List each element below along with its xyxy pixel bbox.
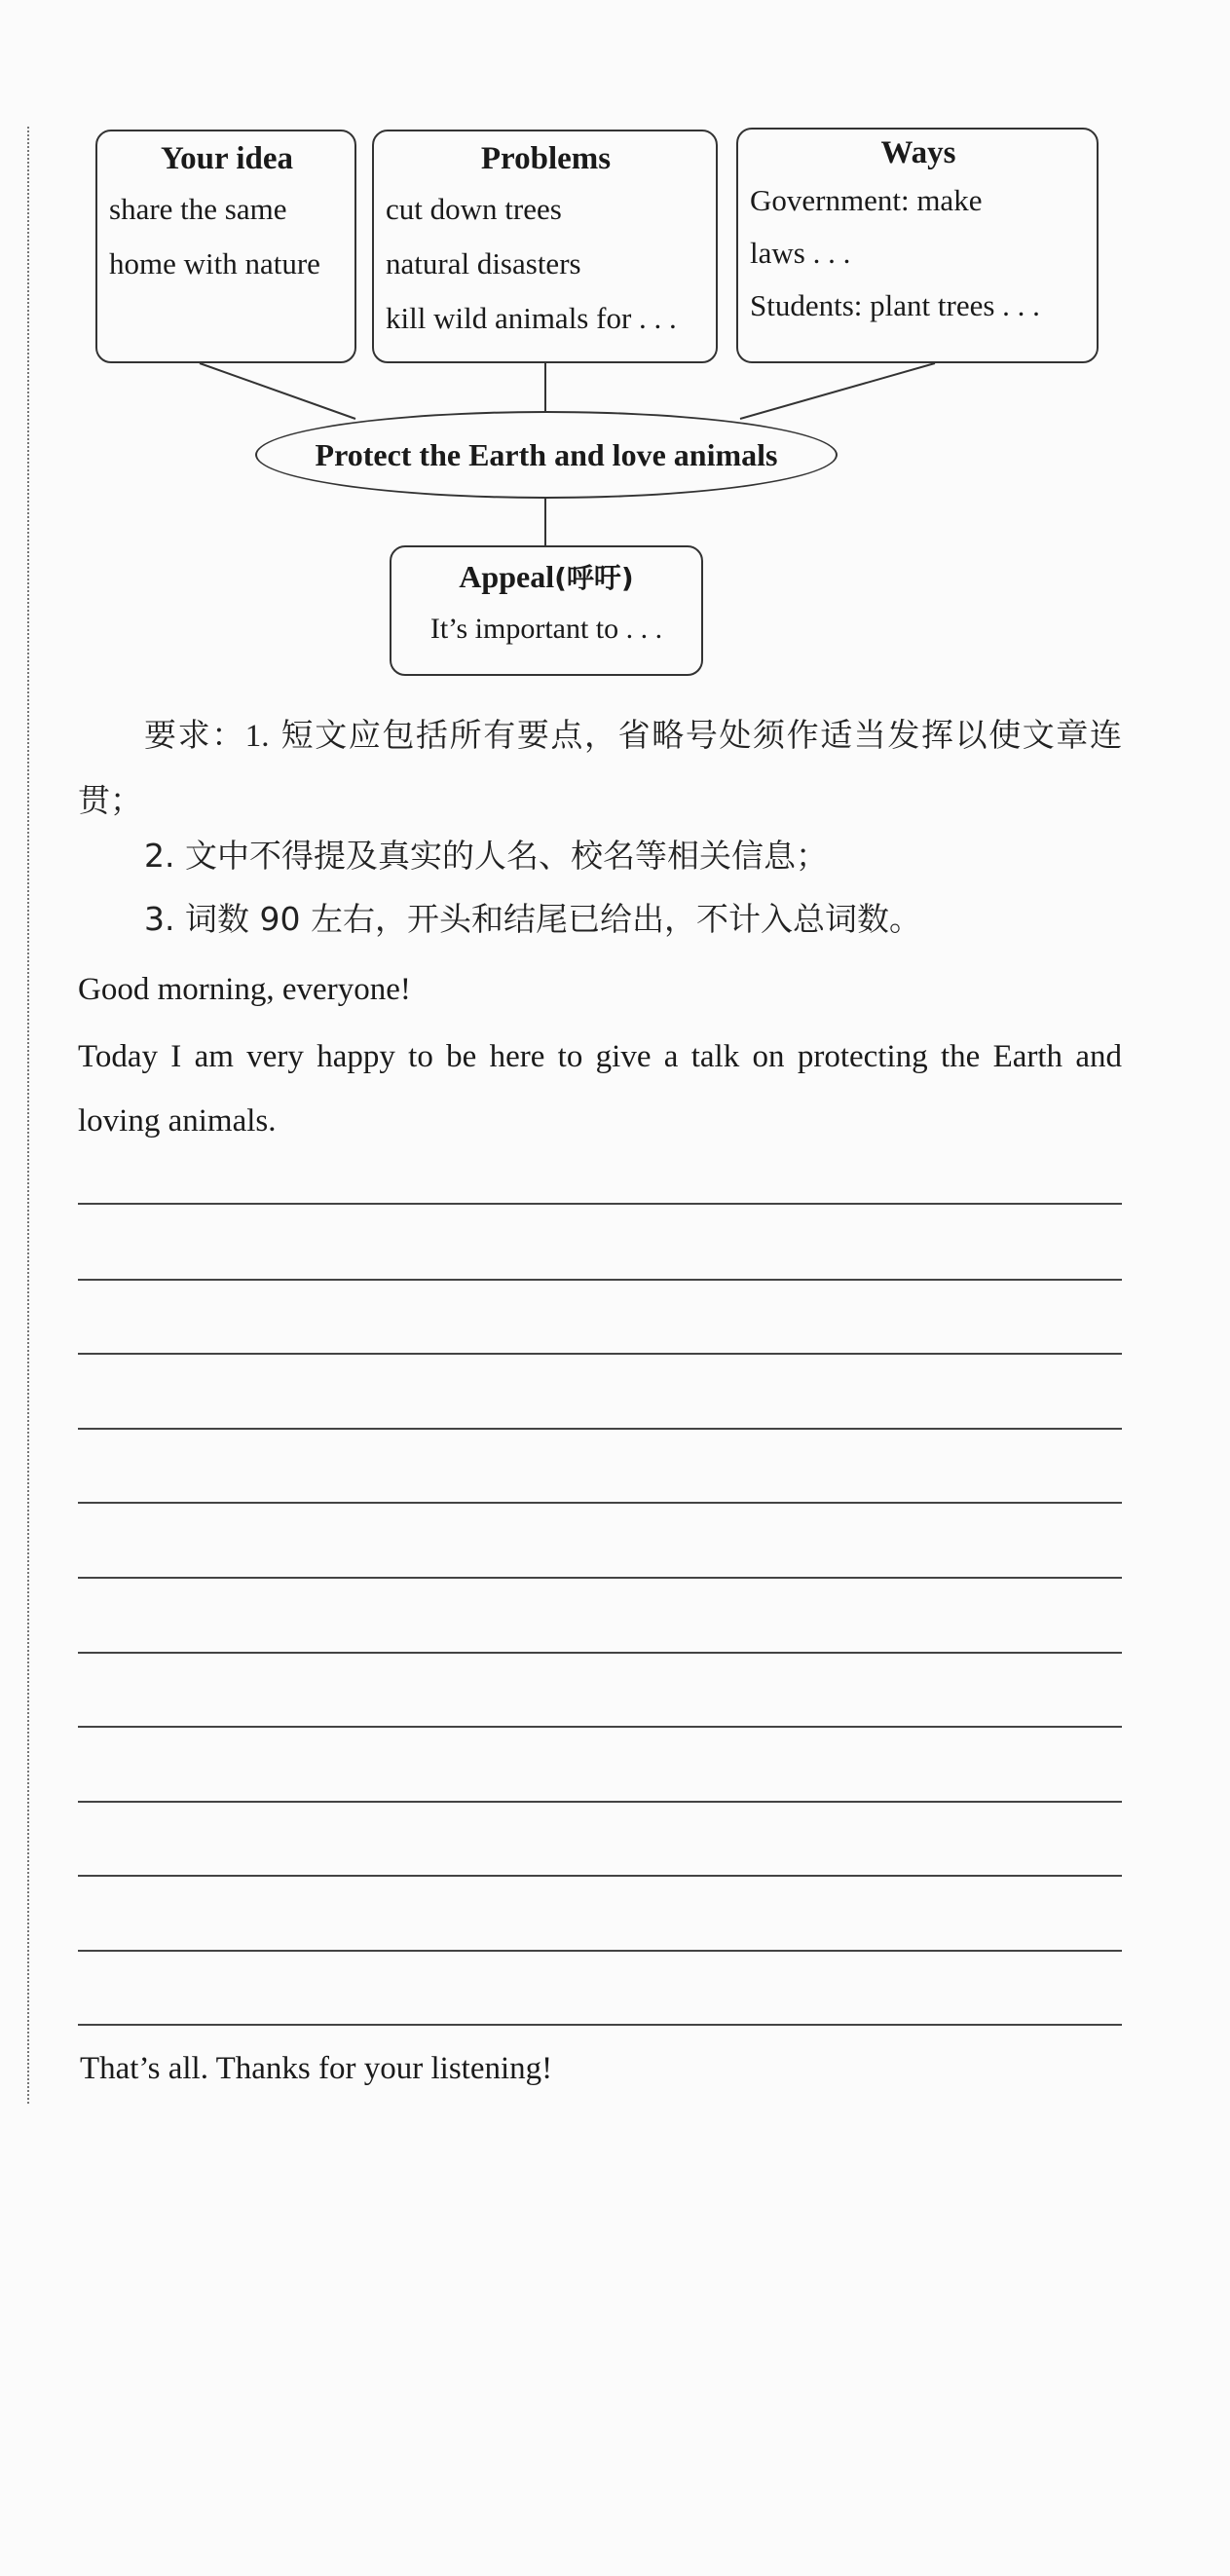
appeal-line: It’s important to . . . [429, 613, 663, 645]
ways-box [736, 128, 1099, 363]
problems-line: kill wild animals for . . . [386, 301, 677, 335]
appeal-box [390, 545, 703, 676]
writing-line[interactable] [78, 1428, 1122, 1430]
problems-line: cut down trees [386, 192, 562, 226]
center-topic-oval [255, 411, 838, 499]
requirement-1-text: 短文应包括所有要点，省略号处须作适当发挥以使文章连贯； [78, 716, 1122, 819]
requirement-1 [78, 703, 1122, 833]
requirement-2: 2. 文中不得提及真实的人名、校名等相关信息； [144, 837, 828, 875]
essay-intro: Today I am very happy to be here to give a talk on protecting the Earth and loving animals. [78, 1039, 1122, 1139]
writing-line[interactable] [78, 1279, 1122, 1281]
ways-title: Ways [880, 135, 956, 170]
writing-line[interactable] [78, 1502, 1122, 1504]
appeal-title [401, 553, 691, 602]
writing-line[interactable] [78, 1652, 1122, 1654]
problems-line: natural disasters [386, 246, 581, 280]
writing-line[interactable] [78, 1203, 1122, 1205]
essay-closing: That’s all. Thanks for your listening! [80, 2051, 553, 2086]
requirement-label: 要求： [144, 716, 245, 754]
your-idea-box [95, 130, 356, 363]
writing-line[interactable] [78, 1353, 1122, 1355]
writing-line[interactable] [78, 1801, 1122, 1803]
writing-line[interactable] [78, 1726, 1122, 1728]
writing-line[interactable] [78, 1875, 1122, 1877]
problems-box [372, 130, 718, 363]
requirement-3: 3. 词数 90 左右，开头和结尾已给出，不计入总词数。 [144, 900, 921, 938]
requirement-1-number: 1. [244, 719, 270, 754]
writing-line[interactable] [78, 1950, 1122, 1952]
center-topic-text: Protect the Earth and love animals [315, 436, 778, 472]
your-idea-line: home with nature [109, 246, 320, 280]
appeal-title-cn: (呼吁) [554, 562, 634, 594]
your-idea-line: share the same [109, 192, 287, 226]
ways-line: Government: make [750, 183, 983, 217]
writing-line[interactable] [78, 2024, 1122, 2026]
appeal-title-en: Appeal [459, 559, 555, 594]
ways-line: Students: plant trees . . . [750, 288, 1040, 322]
your-idea-title: Your idea [161, 141, 293, 176]
ways-line: laws . . . [750, 236, 851, 270]
problems-title: Problems [480, 141, 612, 176]
essay-greeting: Good morning, everyone! [78, 972, 411, 1007]
writing-line[interactable] [78, 1577, 1122, 1579]
